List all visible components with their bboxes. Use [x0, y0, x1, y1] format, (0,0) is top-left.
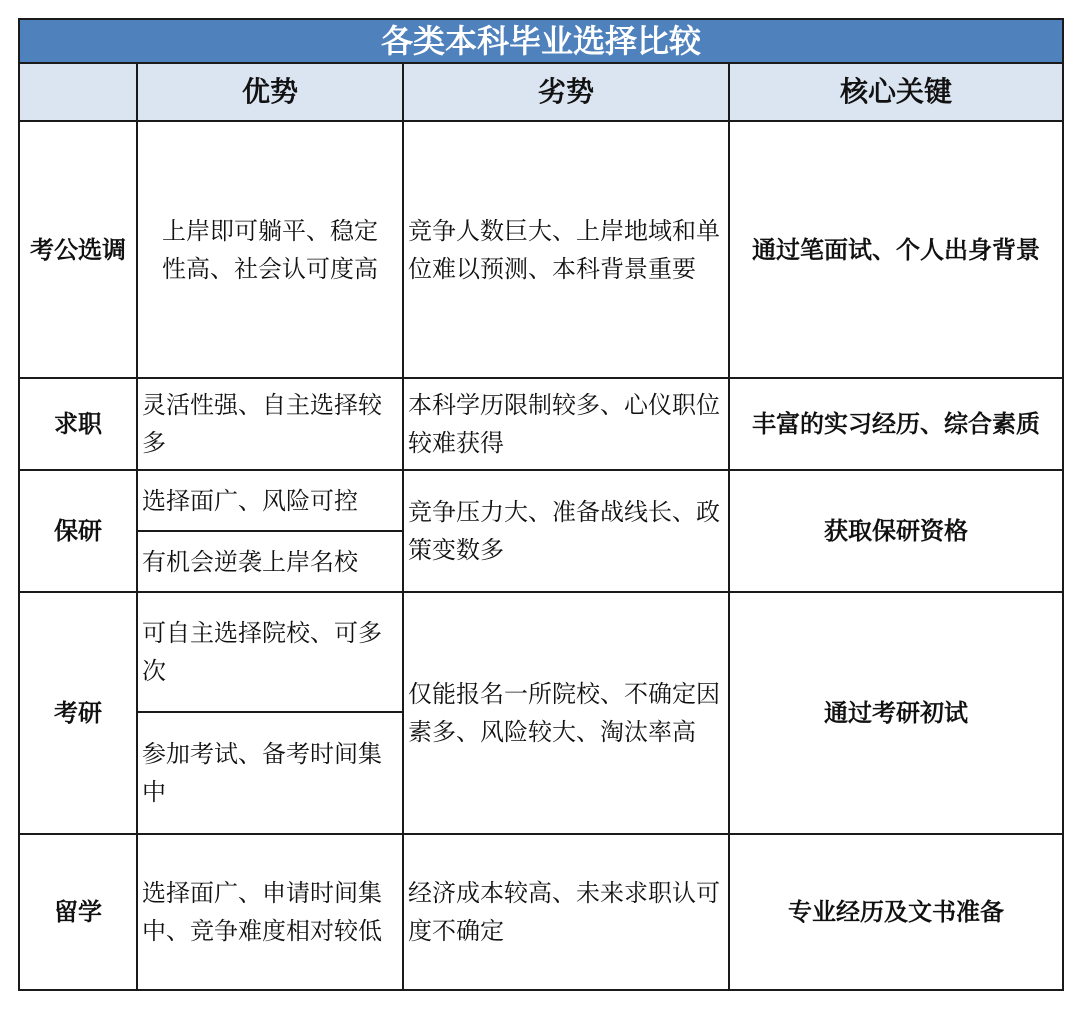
row-label-gongkao: 考公选调	[19, 121, 137, 378]
table-row	[19, 470, 1063, 531]
table-row	[19, 121, 1063, 378]
row-label-qiuzhi: 求职	[19, 378, 137, 470]
advantage-gongkao: 上岸即可躺平、稳定性高、社会认可度高	[137, 121, 403, 378]
advantage-baoyan-2: 有机会逆袭上岸名校	[137, 531, 403, 592]
row-label-liuxue: 留学	[19, 834, 137, 990]
advantage-baoyan-1: 选择面广、风险可控	[137, 470, 403, 531]
header-row	[19, 63, 1063, 121]
key-liuxue: 专业经历及文书准备	[729, 834, 1063, 990]
row-label-kaoyan: 考研	[19, 592, 137, 834]
disadvantage-kaoyan: 仅能报名一所院校、不确定因素多、风险较大、淘汰率高	[403, 592, 729, 834]
disadvantage-qiuzhi: 本科学历限制较多、心仪职位较难获得	[403, 378, 729, 470]
row-label-baoyan: 保研	[19, 470, 137, 592]
key-gongkao: 通过笔面试、个人出身背景	[729, 121, 1063, 378]
header-advantage: 优势	[137, 63, 403, 121]
disadvantage-baoyan: 竞争压力大、准备战线长、政策变数多	[403, 470, 729, 592]
key-baoyan: 获取保研资格	[729, 470, 1063, 592]
header-disadvantage: 劣势	[403, 63, 729, 121]
advantage-qiuzhi: 灵活性强、自主选择较多	[137, 378, 403, 470]
table-row	[19, 592, 1063, 712]
header-key: 核心关键	[729, 63, 1063, 121]
table-title: 各类本科毕业选择比较	[19, 19, 1063, 63]
key-qiuzhi: 丰富的实习经历、综合素质	[729, 378, 1063, 470]
advantage-kaoyan-2: 参加考试、备考时间集中	[137, 712, 403, 834]
disadvantage-liuxue: 经济成本较高、未来求职认可度不确定	[403, 834, 729, 990]
header-empty	[19, 63, 137, 121]
table-row	[19, 378, 1063, 470]
advantage-kaoyan-1: 可自主选择院校、可多次	[137, 592, 403, 712]
disadvantage-gongkao: 竞争人数巨大、上岸地域和单位难以预测、本科背景重要	[403, 121, 729, 378]
key-kaoyan: 通过考研初试	[729, 592, 1063, 834]
comparison-table	[18, 18, 1064, 991]
table-row	[19, 834, 1063, 990]
title-row	[19, 19, 1063, 63]
advantage-liuxue: 选择面广、申请时间集中、竞争难度相对较低	[137, 834, 403, 990]
